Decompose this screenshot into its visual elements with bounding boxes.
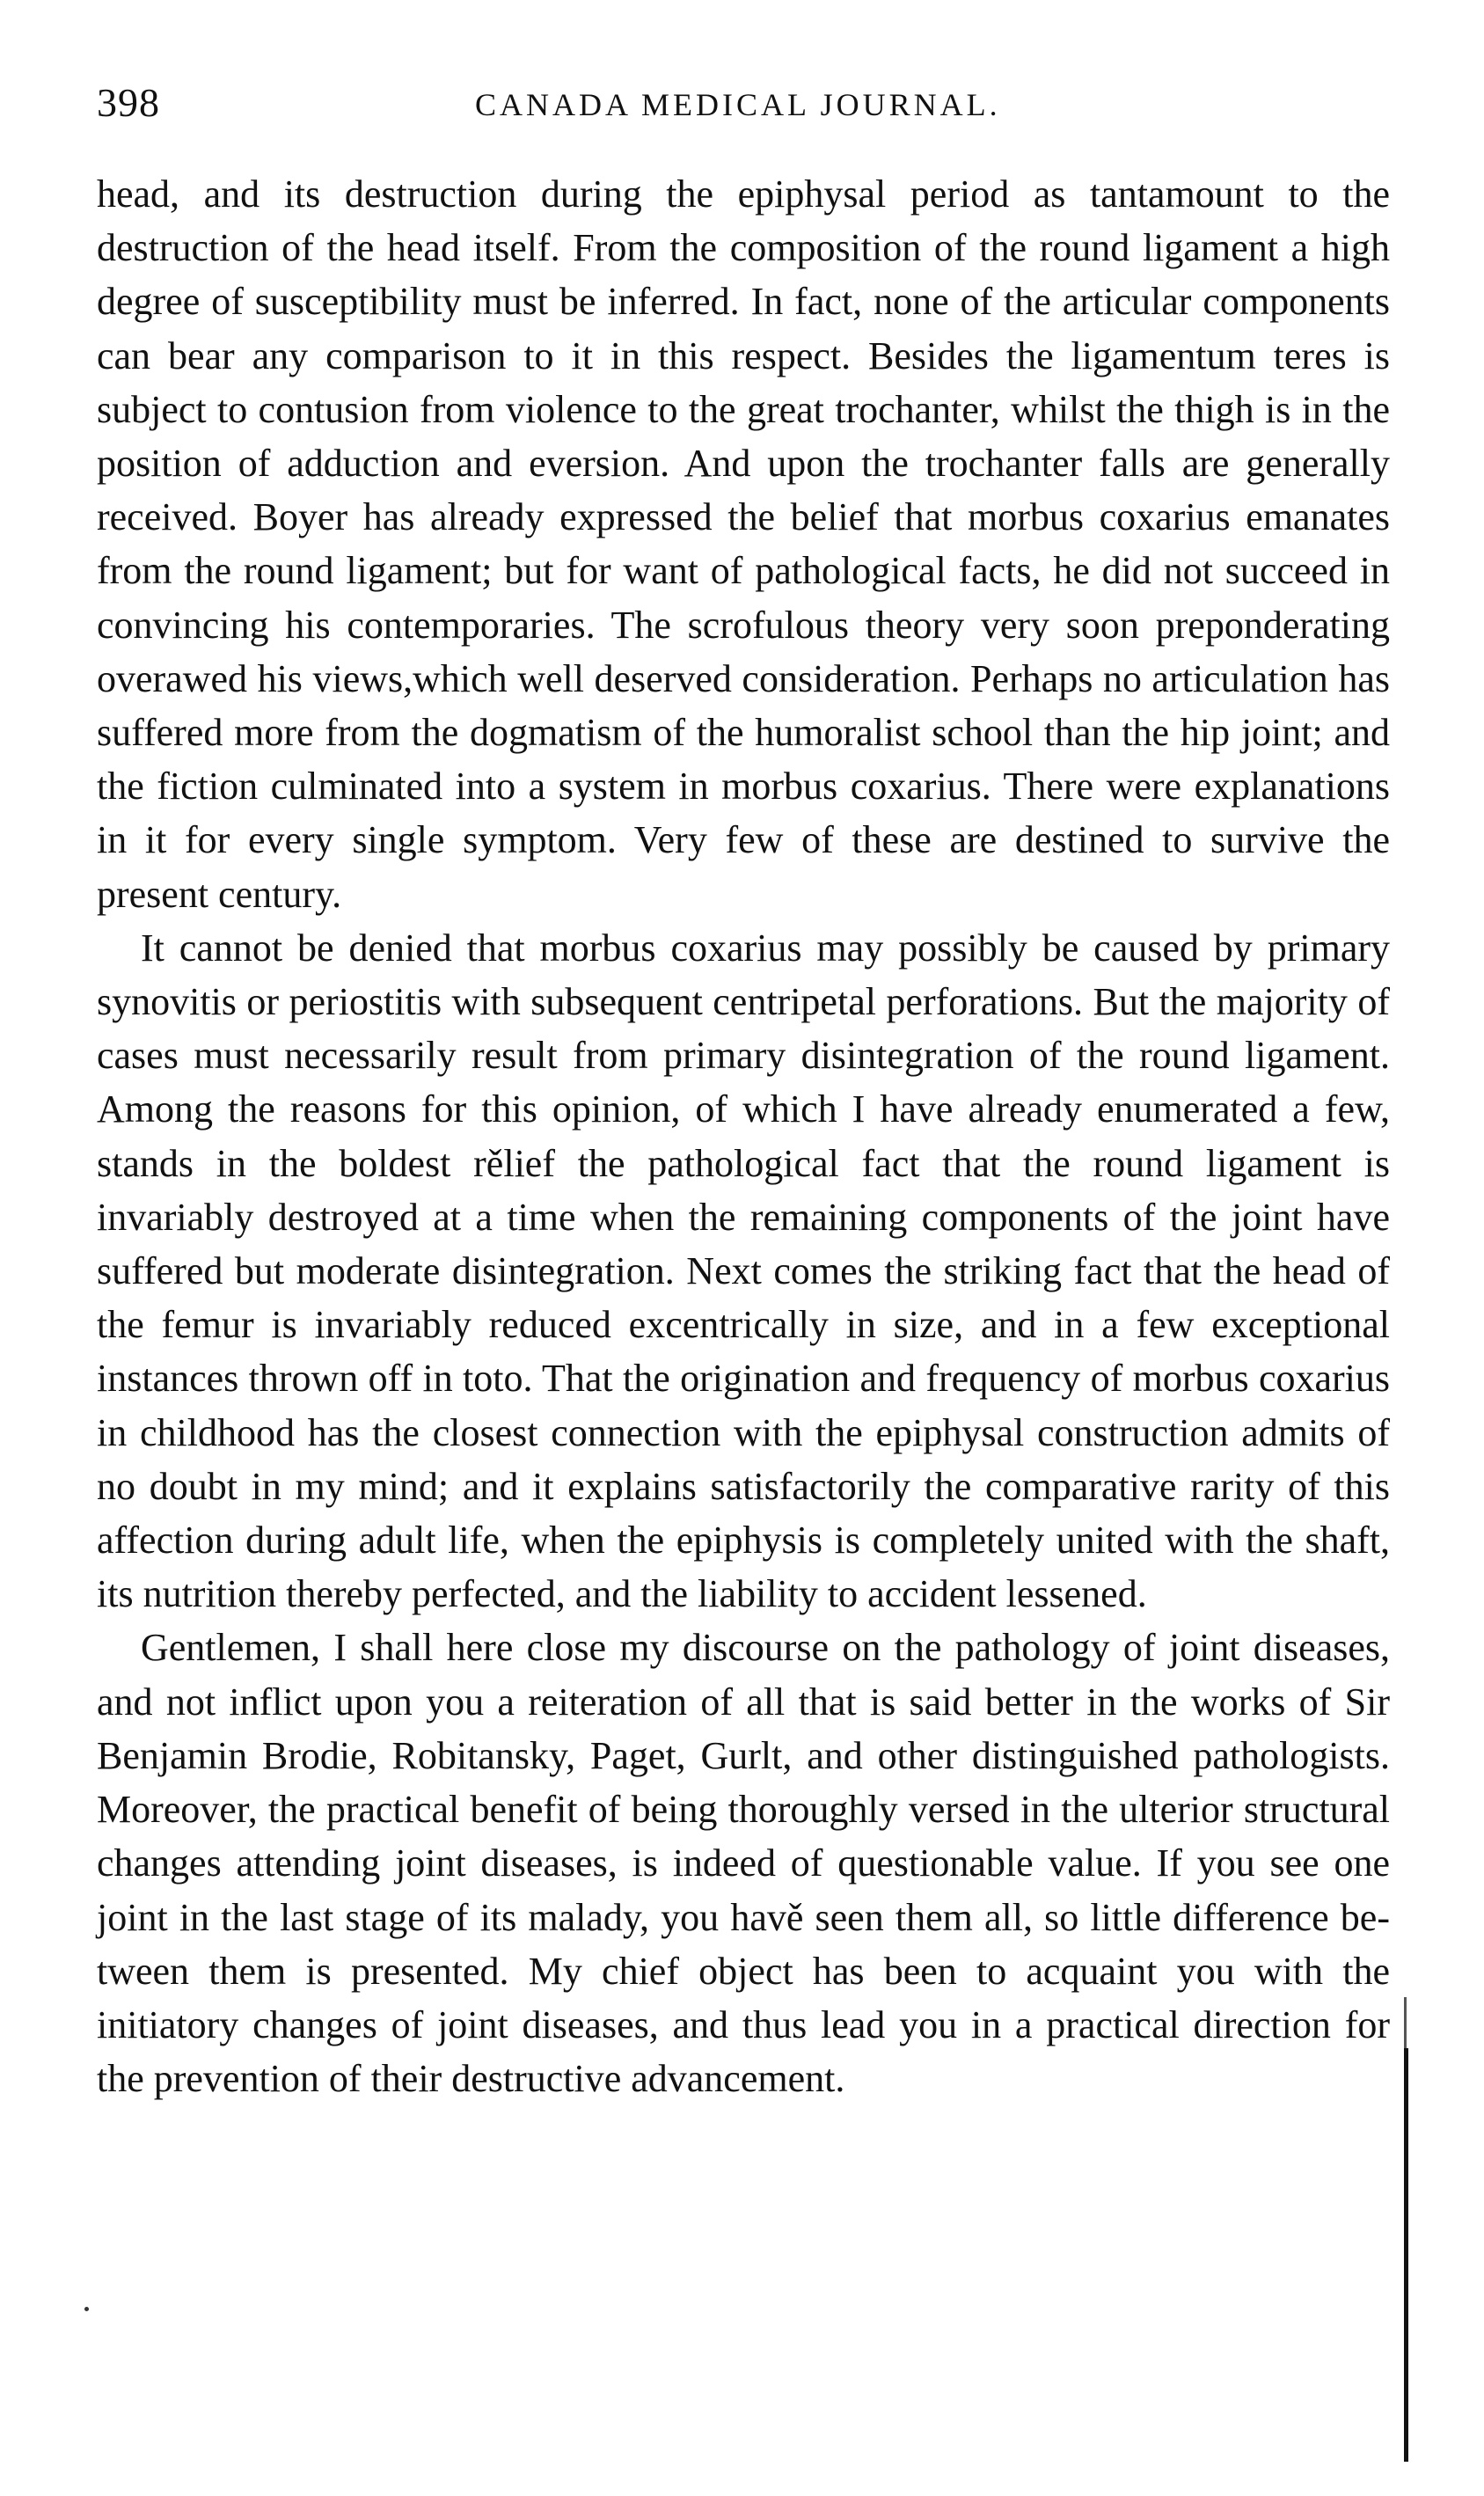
running-title: CANADA MEDICAL JOURNAL.: [475, 87, 1001, 122]
margin-rule: [1404, 2048, 1408, 2462]
paragraph-closing-discourse: Gentlemen, I shall here close my discourse on the pathology of joint diseases, and not inflict upon you a reiteration of all that is said better in the works of Sir Benjamin Brodie, Robitansky, Paget, Gurlt, and other distinguished pathologists. Moreover, the practical benefit of being thoroughly versed in the ulterior structural changes attending joint diseases, is indeed of questionable value. If you see one joint in the last stage of its malady, you havě seen them all, so little difference between them is presented. My chief object has been to acquaint you with the initiatory changes of joint diseases, and thus lead you in a practical direction for the prevention of their destructive advancement.: [97, 1626, 1390, 2101]
ink-speck: [84, 2307, 89, 2311]
page-header: [97, 79, 1390, 141]
body-text: [97, 167, 1390, 2105]
margin-rule-faint: [1404, 1997, 1407, 2048]
paragraph-continued: head, and its destruction during the epiphysal period as tantamount to the destruction of the head itself. From the composition of the round ligament a high degree of susceptibility must be inferred. In fact, none of the articular components can bear any comparison to it in this respect. Besides the ligamentum teres is subject to contusion from violence to the great trochanter, whilst the thigh is in the position of adduction and eversion. And upon the trochanter falls are generally received. Boyer has already expressed the belief that morbus coxarius emanates from the round ligament; but for want of pathological facts, he did not succeed in convincing his contemporaries. The scrofulous theory very soon preponderating overawed his views,which well deserved consideration. Perhaps no articulation has suffered more from the dogmatism of the humoralist school than the hip joint; and the fiction culminated into a system in morbus coxarius. There were explanations in it for every single symptom. Very few of these are destined to survive the present century.: [97, 172, 1390, 916]
page-number: 398: [97, 80, 160, 125]
paragraph-morbus-coxarius: It cannot be denied that morbus coxarius may possibly be caused by primary synovitis or periostitis with subsequent centripetal perforations. But the majority of cases must necessarily result from primary disintegration of the round ligament. Among the reasons for this opinion, of which I have already enumerated a few, stands in the boldest rělief the pathological fact that the round ligament is invariably destroyed at a time when the remaining components of the joint have suffered but moderate disintegration. Next comes the striking fact that the head of the femur is invariably reduced excentrically in size, and in a few exceptional instances thrown off in toto. That the origination and frequency of morbus coxarius in childhood has the closest connection with the epiphysal construction admits of no doubt in my mind; and it explains satisfactorily the comparative rarity of this affection during adult life, when the epiphysis is completely united with the shaft, its nutrition thereby perfected, and the liability to accident lessened.: [97, 926, 1390, 1616]
